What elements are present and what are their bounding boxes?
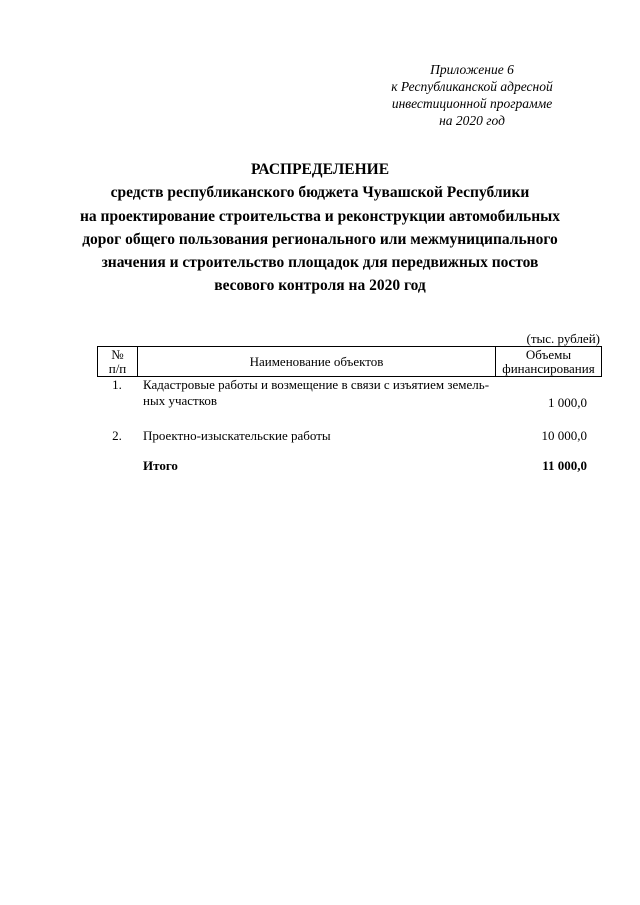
total-amount: 11 000,0 xyxy=(542,458,587,473)
appendix-note xyxy=(352,61,592,129)
row-amount: 10 000,0 xyxy=(541,428,587,443)
table-row xyxy=(97,415,601,458)
header-amount-line1: Объемы xyxy=(525,346,572,362)
header-number xyxy=(98,347,138,377)
header-amount xyxy=(496,347,602,377)
appendix-line: инвестиционной программе xyxy=(391,96,553,111)
row-number: 1. xyxy=(112,377,122,392)
appendix-line: к Республиканской адресной xyxy=(391,79,553,94)
row-name-line2: ных участков xyxy=(143,393,217,408)
title-line: на проектирование строительства и реконструкции автомобильных xyxy=(79,207,560,225)
title-line: весового контроля на 2020 год xyxy=(214,277,426,295)
table-row xyxy=(97,376,601,415)
appendix-line: на 2020 год xyxy=(439,113,505,128)
document-title xyxy=(0,158,640,298)
title-line: средств республиканского бюджета Чувашской Республики xyxy=(110,184,530,202)
table-header xyxy=(97,346,602,377)
header-name: Наименование объектов xyxy=(138,347,496,377)
header-amount-line2: финансирования xyxy=(502,360,595,376)
total-number xyxy=(97,458,137,476)
row-number: 2. xyxy=(112,428,122,443)
title-heading: РАСПРЕДЕЛЕНИЕ xyxy=(250,161,390,178)
data-table xyxy=(97,376,601,476)
row-amount: 1 000,0 xyxy=(548,395,587,410)
row-name: Проектно-изыскательские работы xyxy=(143,428,331,443)
row-name-line1: Кадастровые работы и возмещение в связи с изъятием земель- xyxy=(143,377,490,392)
title-line: значения и строительство площадок для передвижных постов xyxy=(101,254,539,272)
total-label: Итого xyxy=(143,458,178,473)
units-note: (тыс. рублей) xyxy=(526,331,600,346)
title-line: дорог общего пользования регионального или межмуниципального xyxy=(82,230,558,248)
row-name xyxy=(137,376,495,415)
appendix-line: Приложение 6 xyxy=(430,62,514,77)
header-number-line2: п/п xyxy=(108,360,127,376)
header-number-line1: № xyxy=(111,346,124,362)
total-row xyxy=(97,458,601,476)
